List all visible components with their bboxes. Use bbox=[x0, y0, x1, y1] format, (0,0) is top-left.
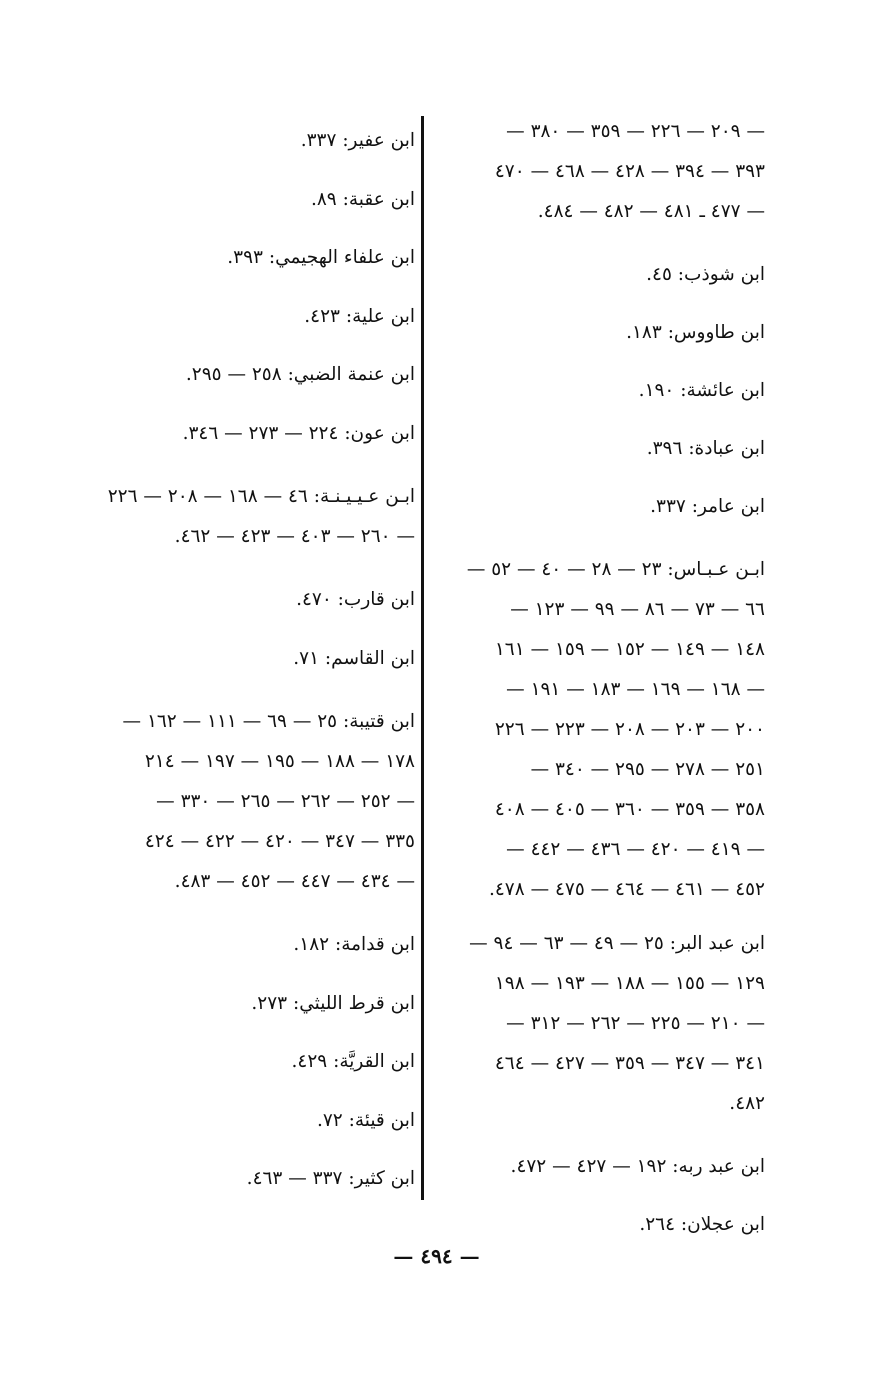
entry-line: ٤٥٢ — ٤٦١ — ٤٦٤ — ٤٧٥ — ٤٧٨. bbox=[488, 879, 765, 900]
index-entry bbox=[435, 362, 765, 420]
entry-line: ابن عائشة: ١٩٠. bbox=[638, 380, 765, 401]
entry-line: ابن عبد البر: ٢٥ — ٤٩ — ٦٣ — ٩٤ — bbox=[469, 933, 765, 954]
entry-line: — ٢٦٠ — ٤٠٣ — ٤٢٣ — ٤٦٢. bbox=[174, 526, 415, 547]
entry-line: ابن عجلان: ٢٦٤. bbox=[639, 1214, 765, 1235]
entry-line: ابن علية: ٤٢٣. bbox=[304, 305, 415, 327]
entry-line: ابن عبد ربه: ١٩٢ — ٤٢٧ — ٤٧٢. bbox=[510, 1156, 765, 1177]
entry-line: — ٢١٠ — ٢٢٥ — ٢٦٢ — ٣١٢ — bbox=[506, 1013, 765, 1034]
entry-line: ١٢٩ — ١٥٥ — ١٨٨ — ١٩٣ — ١٩٨ bbox=[494, 973, 765, 994]
index-entry bbox=[95, 1033, 415, 1092]
entry-line: ١٧٨ — ١٨٨ — ١٩٥ — ١٩٧ — ٢١٤ bbox=[144, 751, 415, 772]
entry-line: ابن شوذب: ٤٥. bbox=[646, 264, 765, 285]
entry-line: ابـن عـبـاس: ٢٣ — ٢٨ — ٤٠ — ٥٢ — bbox=[466, 559, 765, 580]
entry-line: ٢٥١ — ٢٧٨ — ٢٩٥ — ٣٤٠ — bbox=[530, 759, 765, 780]
entry-line: ابن عنمة الضبي: ٢٥٨ — ٢٩٥. bbox=[185, 364, 415, 385]
page-number: — ٤٩٤ — bbox=[393, 1244, 480, 1268]
entry-line: ١٤٨ — ١٤٩ — ١٥٢ — ١٥٩ — ١٦١ bbox=[494, 639, 765, 660]
index-entry bbox=[435, 550, 765, 910]
index-entry bbox=[95, 171, 415, 230]
entry-line: — ٤٣٤ — ٤٤٧ — ٤٥٢ — ٤٨٣. bbox=[174, 871, 415, 892]
index-entry bbox=[95, 405, 415, 464]
index-entry bbox=[95, 702, 415, 902]
entry-line: ابن طاووس: ١٨٣. bbox=[626, 322, 765, 343]
entry-line: ابن القاسم: ٧١. bbox=[293, 647, 415, 669]
entry-line: ابن القريَّة: ٤٢٩. bbox=[291, 1051, 415, 1072]
index-entry bbox=[435, 1138, 765, 1196]
index-entry-continuation bbox=[435, 112, 765, 232]
index-column-left bbox=[95, 112, 415, 1209]
entry-line: ابن علفاء الهجيمي: ٣٩٣. bbox=[227, 247, 415, 268]
entry-line: ٣٥٨ — ٣٥٩ — ٣٦٠ — ٤٠٥ — ٤٠٨ bbox=[494, 799, 765, 820]
entry-line: ٦٦ — ٧٣ — ٨٦ — ٩٩ — ١٢٣ — bbox=[510, 599, 765, 620]
index-entry bbox=[95, 477, 415, 557]
entry-line: ٣٤١ — ٣٤٧ — ٣٥٩ — ٤٢٧ — ٤٦٤ bbox=[494, 1053, 765, 1074]
entry-line: ابن عقبة: ٨٩. bbox=[310, 188, 415, 210]
entry-line: ٣٣٥ — ٣٤٧ — ٤٢٠ — ٤٢٢ — ٤٢٤ bbox=[144, 831, 415, 852]
entry-line: ابن كثير: ٣٣٧ — ٤٦٣. bbox=[246, 1168, 415, 1189]
entry-line: ٤٨٢. bbox=[729, 1093, 765, 1114]
entry-line: — ٢٠٩ — ٢٢٦ — ٣٥٩ — ٣٨٠ — bbox=[506, 121, 765, 142]
index-entry bbox=[95, 1092, 415, 1151]
entry-line: ابن عبادة: ٣٩٦. bbox=[646, 438, 765, 459]
entry-line: ٢٠٠ — ٢٠٣ — ٢٠٨ — ٢٢٣ — ٢٢٦ bbox=[494, 719, 765, 740]
entry-line: ٣٩٣ — ٣٩٤ — ٤٢٨ — ٤٦٨ — ٤٧٠ bbox=[494, 161, 765, 182]
index-entry bbox=[95, 630, 415, 689]
index-entry bbox=[95, 288, 415, 347]
index-entry bbox=[435, 478, 765, 536]
index-column-right bbox=[435, 112, 765, 1254]
index-entry bbox=[435, 304, 765, 362]
column-divider bbox=[421, 116, 424, 1200]
index-entry bbox=[95, 1150, 415, 1209]
index-entry bbox=[95, 571, 415, 630]
entry-line: ابن قيئة: ٧٢. bbox=[316, 1109, 415, 1131]
index-entry bbox=[435, 246, 765, 304]
entry-line: ابـن عـيـيـنـة: ٤٦ — ١٦٨ — ٢٠٨ — ٢٢٦ bbox=[107, 486, 415, 507]
entry-line: ابن عفير: ٣٣٧. bbox=[300, 130, 415, 151]
entry-line: — ٤٧٧ ـ ٤٨١ — ٤٨٢ — ٤٨٤. bbox=[537, 201, 765, 222]
entry-line: — ٢٥٢ — ٢٦٢ — ٢٦٥ — ٣٣٠ — bbox=[156, 791, 415, 812]
entry-line: ابن قتيبة: ٢٥ — ٦٩ — ١١١ — ١٦٢ — bbox=[122, 711, 415, 732]
entry-line: ابن عامر: ٣٣٧. bbox=[650, 496, 765, 517]
index-entry bbox=[95, 346, 415, 405]
index-entry bbox=[95, 112, 415, 171]
entry-line: — ١٦٨ — ١٦٩ — ١٨٣ — ١٩١ — bbox=[506, 679, 765, 700]
entry-line: ابن قارب: ٤٧٠. bbox=[296, 589, 415, 610]
index-entry bbox=[435, 924, 765, 1124]
entry-line: ابن قرط الليثي: ٢٧٣. bbox=[251, 992, 415, 1014]
index-entry bbox=[95, 229, 415, 288]
entry-line: — ٤١٩ — ٤٢٠ — ٤٣٦ — ٤٤٢ — bbox=[506, 839, 765, 860]
index-entry bbox=[435, 420, 765, 478]
index-entry bbox=[95, 916, 415, 975]
entry-line: ابن عون: ٢٢٤ — ٢٧٣ — ٣٤٦. bbox=[182, 422, 415, 444]
index-entry bbox=[95, 975, 415, 1034]
entry-line: ابن قدامة: ١٨٢. bbox=[293, 934, 415, 955]
